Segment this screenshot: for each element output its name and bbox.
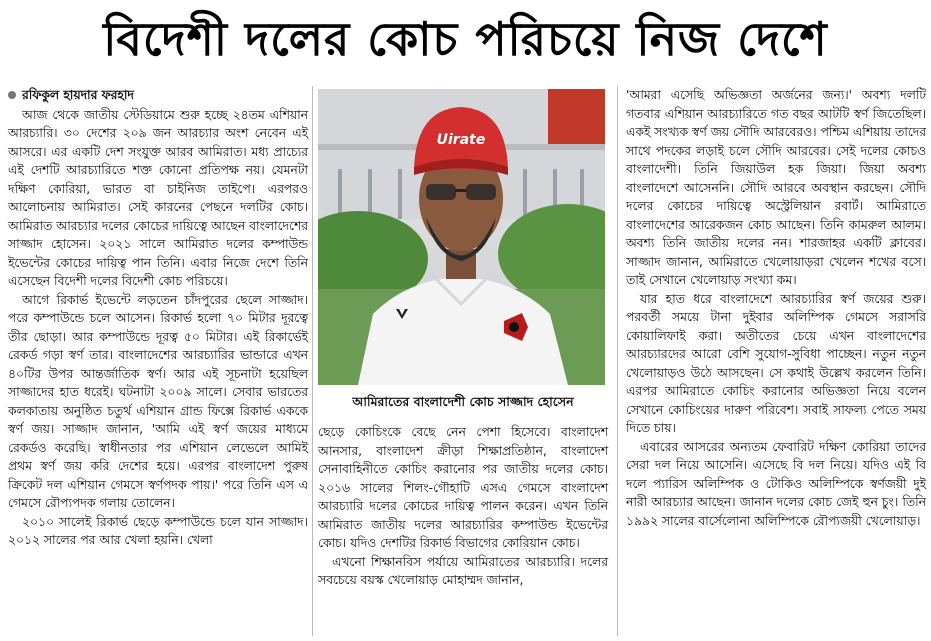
headline: বিদেশী দলের কোচ পরিচয়ে নিজ দেশে bbox=[103, 12, 828, 66]
cap-logo-text: Uirate bbox=[436, 132, 486, 148]
byline bbox=[8, 86, 308, 105]
paragraph: 'আমরা এসেছি অভিজ্ঞতা অর্জনের জন্য।' অবশ্য দলটি গতবার এশিয়ান আরচ্যারিতে গত বছর আটটি স্বর্ণ জিতেছিল। একই সংখ্যক স্বর্ণ জয় সৌদি আরবেরও। পশ্চিম এশিয়ায় তাদের সাথে পদকের লড়াই চলে সৌদি আরবের। সেই দলের কোচও বাংলাদেশী। তিনি জিয়াউল হক জিয়া। জিয়া অবশ্য বাংলাদেশে আসেননি। সৌদি আরবে অবস্থান করছেন। সৌদি দলের কোচের দায়িত্বে অস্ট্রেলিয়ান রবার্ট। আমিরাতে বাংলাদেশের আরেকজন কোচ আছেন। তিনি কামরুল আলম। অবশ্য তিনি জাতীয় দলের নন। শারজাহর একটি ক্লাবের। সাজ্জাদ জানান, আমিরাতে খেলোয়াড়রা খেলেন শখের বসে। তাই সেখানে খেলোয়াড় সংখ্যা কম। bbox=[626, 88, 926, 287]
coach-photo-illustration bbox=[318, 89, 605, 385]
article-column-middle bbox=[318, 423, 608, 590]
paragraph: আজ থেকে জাতীয় স্টেডিয়ামে শুরু হচ্ছে ২৪তম এশিয়ান আরচ্যারি। ৩০ দেশের ২০৯ জন আরচ্যার অংশ নেবেন এই আসরে। এর একটি দেশ সংযুক্ত আরব আমিরাত। মধ্য প্রাচ্যের এই দেশটি আরচ্যারিতে শক্ত কোনো প্রতিপক্ষ নয়। যেমনটা দক্ষিণ কোরিয়া, ভারত বা চাইনিজ তাইপে। এরপরও আলোচনায় আমিরাত। সেই কারনের পেছনে দলটির কোচ। আমিরাত আরচ্যার দলের কোচের দায়িত্বে আছেন বাংলাদেশের সাজ্জাদ হোসেন। ২০২১ সালে আমিরাত দলের কম্পাউন্ড ইভেন্টের কোচের দায়িত্ব পান তিনি। এবার নিজে দেশে তিনি এসেছেন বিদেশী দলের বিদেশী কোচ পরিচয়ে। bbox=[8, 107, 308, 288]
column-divider bbox=[312, 86, 313, 636]
article-column-left bbox=[8, 86, 308, 550]
paragraph: আগে রিকার্ভ ইভেন্টে লড়তেন চাঁদপুরের ছেলে সাজ্জাদ। পরে কম্পাউন্ডে চলে আসেন। রিকার্ভ হলো ৭০ মিটার দূরত্বে তীর ছোড়া। আর কম্পাউন্ডে দূরত্ব ৫০ মিটার। এই রিকার্ভেই রেকর্ড গড়া স্বর্ণ তার। বাংলাদেশের আরচ্যারির ভান্ডারে এখন ৪০টির উপর আন্তর্জাতিক স্বর্ণ। আর এই সূচনাটা হয়েছিল সাজ্জাদের হাত ধরেই। ঘটনাটা ২০০৯ সালে। সেবার ভারতের কলকাতায় অনুষ্ঠিত চতুর্থ এশিয়ান গ্রান্ড ফিক্সে রিকার্ভ এককে স্বর্ণ জয়। সাজ্জাদ জানান, 'আমি এই স্বর্ণ জয়ের মাধ্যমে রেকর্ডও করেছি। স্বাধীনতার পর এশিয়ান লেভেলে আমিই প্রথম স্বর্ণ জয় করি দেশের হয়ে। এরপর বাংলাদেশ পুরুষ ক্রিকেট দল এশিয়ান গেমসে স্বর্ণপদক পায়।' পরে তিনি এস এ গেমসে রৌপ্যপদক গলায় তোলেন। bbox=[8, 292, 308, 510]
paragraph: যার হাত ধরে বাংলাদেশে আরচ্যারির স্বর্ণ জয়ের শুরু। পরবর্তী সময়ে টানা দুইবার অলিম্পিক গেমসে সরাসরি কোয়ালিফাই করা। অতীতের চেয়ে এখন বাংলাদেশের আরচ্যারদের আরো বেশি সুযোগ-সুবিধা পাচ্ছেন। নতুন নতুন খেলোয়াড়ও উঠে আসছেন। সে কথাই উল্লেখ করলেন তিনি। এরপর আমিরাতে কোচিং করানোর অভিজ্ঞতা নিয়ে বলেন সেখানে কোচিংয়ের দারুণ পরিবেশ। সবাই সাফল্য পেতে সময় দিতে চায়। bbox=[626, 291, 926, 435]
photo-caption: আমিরাতের বাংলাদেশী কোচ সাজ্জাদ হোসেন bbox=[352, 394, 574, 409]
bullet-icon bbox=[8, 91, 16, 99]
byline-author: রফিকুল হায়দার ফরহাদ bbox=[22, 88, 134, 102]
column-divider bbox=[617, 86, 618, 636]
paragraph: এবারের আসরের অন্যতম ফেবারিট দক্ষিণ কোরিয়া তাদের সেরা দল নিয়ে আসেনি। এসেছে বি দল নিয়ে। যদিও এই বি দলে প্যারিস অলিম্পিক ও টোকিও অলিম্পিকে স্বর্ণজয়ী দুই নারী আরচ্যার আছেন। জানান দলের কোচ জেই হুন চুং। তিনি ১৯৯২ সালের বার্সেলোনা অলিম্পিকে রৌপ্যজয়ী খেলোয়াড়। bbox=[626, 439, 926, 528]
article-column-right bbox=[626, 86, 926, 530]
paragraph: ছেড়ে কোচিংকে বেছে নেন পেশা হিসেবে। বাংলাদেশ আনসার, বাংলাদেশ ক্রীড়া শিক্ষাপ্রতিষ্ঠান, বাংলাদেশ সেনাবাহিনীতে কোচিং করানোর পর জাতীয় দলের কোচ। ২০১৬ সালের শিলং-গৌহাটি এসএ গেমসে বাংলাদেশ আরচ্যারি দলের কোচের দায়িত্ব পালন করেন। এখন তিনি আমিরাত জাতীয় দলের আরচ্যারির কম্পাউন্ড ইভেন্টের কোচ। যদিও দেশটির রিকার্ভ বিভাগের কোরিয়ান কোচ। bbox=[318, 425, 608, 550]
paragraph: এখনো শিক্ষানবিস পর্যায়ে আমিরাতের আরচ্যারি। দলের সবচেয়ে বয়স্ক খেলোয়াড় মোহাম্মদ জানান, bbox=[318, 554, 608, 587]
paragraph: ২০১০ সালেই রিকার্ভ ছেড়ে কম্পাউন্ডে চলে যান সাজ্জাদ। ২০১২ সালের পর আর খেলা হয়নি। খেলা bbox=[8, 514, 308, 547]
coach-photo bbox=[318, 89, 605, 385]
